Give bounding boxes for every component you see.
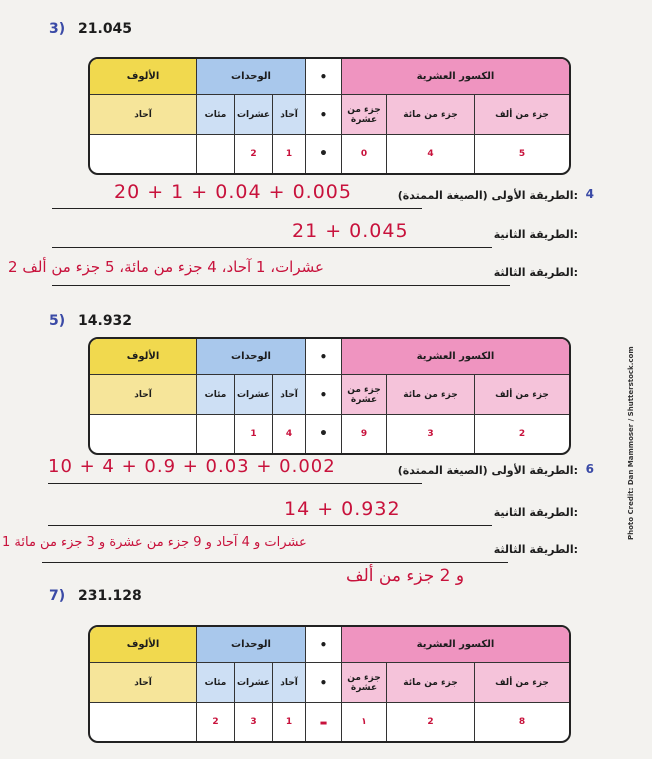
sub-thousands-ones: آحاد	[90, 95, 197, 135]
header-thousands: الألوف	[90, 627, 197, 663]
method-label: الطريقة الثانية:	[493, 506, 578, 519]
sub-tenths: جزء من عشرة	[342, 375, 387, 415]
sub-tens: عشرات	[235, 95, 273, 135]
sub-hundreds: مئات	[197, 375, 235, 415]
sub-tens: عشرات	[235, 663, 273, 703]
sub-thousandths: جزء من ألف	[475, 663, 569, 703]
digit-ones: 1	[273, 703, 306, 741]
problem-value: 14.932	[78, 313, 133, 329]
method-6-third-continuation: و 2 جزء من ألف	[346, 566, 465, 586]
answer-text: 10 + 4 + 0.9 + 0.03 + 0.002	[48, 456, 336, 477]
sub-ones: آحاد	[273, 95, 306, 135]
header-units: الوحدات	[197, 59, 306, 95]
digit-tenths: 9	[342, 415, 387, 453]
sub-hundredths: جزء من مائة	[387, 95, 475, 135]
digit-hundredths: 4	[387, 135, 475, 173]
digit-thousands-ones	[90, 703, 197, 741]
digit-hundreds: 2	[197, 703, 235, 741]
digit-tenths: 0	[342, 135, 387, 173]
problem-3-header	[49, 21, 132, 37]
answer-text: 2 عشرات، 1 آحاد، 4 جزء من مائة، 5 جزء من ألف	[8, 258, 324, 276]
method-6-second	[48, 498, 578, 530]
digit-hundredths: 3	[387, 415, 475, 453]
sub-tenths: جزء من عشرة	[342, 663, 387, 703]
header-units: الوحدات	[197, 339, 306, 375]
method-label: الطريقة الثانية:	[493, 228, 578, 241]
sub-hundredths: جزء من مائة	[387, 663, 475, 703]
sub-tens: عشرات	[235, 375, 273, 415]
header-decimals: الكسور العشرية	[342, 627, 569, 663]
method-label: الطريقة الأولى (الصيغة الممتدة):	[397, 189, 578, 202]
method-4-third	[8, 258, 578, 290]
photo-credit: Photo Credit: Dan Mammoser / Shutterstock.com	[627, 346, 635, 540]
digit-thousandths: 8	[518, 717, 526, 727]
sub-hundreds: مئات	[197, 95, 235, 135]
header-thousands: الألوف	[90, 339, 197, 375]
sub-dot: •	[306, 663, 342, 703]
sub-tenths: جزء من عشرة	[342, 95, 387, 135]
digit-tens: 1	[235, 415, 273, 453]
answer-line	[48, 483, 422, 484]
problem-5-header	[49, 313, 132, 329]
sub-thousandths: جزء من ألف	[475, 375, 569, 415]
digit-dot: -	[306, 703, 342, 741]
answer-line	[52, 285, 510, 286]
place-value-table-5	[88, 337, 571, 455]
header-dot: •	[306, 627, 342, 663]
header-decimals: الكسور العشرية	[342, 339, 569, 375]
digit-thousands-ones	[90, 135, 197, 173]
digit-tens: 3	[235, 703, 273, 741]
method-6-third	[2, 535, 578, 567]
digit-dot: •	[306, 135, 342, 173]
method-label: الطريقة الثالثة:	[493, 543, 578, 556]
answer-text: 20 + 1 + 0.04 + 0.005	[114, 181, 352, 203]
sub-ones: آحاد	[273, 375, 306, 415]
sub-thousands-ones: آحاد	[90, 663, 197, 703]
method-label: الطريقة الأولى (الصيغة الممتدة):	[397, 464, 578, 477]
sub-hundreds: مئات	[197, 663, 235, 703]
digit-tenths: ١	[342, 703, 387, 741]
answer-line	[52, 247, 492, 248]
answer-text: 14 + 0.932	[284, 498, 401, 520]
question-number: 4	[585, 187, 594, 201]
sub-thousandths: جزء من ألف	[475, 95, 569, 135]
digit-ones: 4	[273, 415, 306, 453]
digit-thousands-ones	[90, 415, 197, 453]
digit-dot: •	[306, 415, 342, 453]
digit-thousandths: 5	[518, 149, 526, 159]
problem-number: 7)	[49, 588, 66, 604]
problem-7-header	[49, 588, 142, 604]
header-thousands: الألوف	[90, 59, 197, 95]
answer-line	[42, 562, 508, 563]
header-decimals: الكسور العشرية	[342, 59, 569, 95]
method-6-first	[48, 456, 594, 488]
digit-hundreds	[197, 415, 235, 453]
sub-dot: •	[306, 375, 342, 415]
digit-hundredths: 2	[387, 703, 475, 741]
problem-value: 231.128	[78, 588, 142, 604]
answer-line	[48, 525, 492, 526]
problem-number: 3)	[49, 21, 66, 37]
place-value-table-3	[88, 57, 571, 175]
header-units: الوحدات	[197, 627, 306, 663]
sub-hundredths: جزء من مائة	[387, 375, 475, 415]
answer-text: 21 + 0.045	[292, 220, 409, 242]
answer-line	[52, 208, 422, 209]
question-number: 6	[585, 462, 594, 476]
digit-thousandths: 2	[518, 429, 526, 439]
sub-dot: •	[306, 95, 342, 135]
method-4-second	[52, 220, 578, 252]
sub-thousands-ones: آحاد	[90, 375, 197, 415]
problem-number: 5)	[49, 313, 66, 329]
method-4-first	[52, 181, 594, 213]
place-value-table-7	[88, 625, 571, 743]
digit-tens: 2	[235, 135, 273, 173]
method-label: الطريقة الثالثة:	[493, 266, 578, 279]
answer-text: 1 عشرات و 4 آحاد و 9 جزء من عشرة و 3 جزء من مائة	[2, 535, 307, 550]
digit-ones: 1	[273, 135, 306, 173]
problem-value: 21.045	[78, 21, 133, 37]
digit-hundreds	[197, 135, 235, 173]
sub-ones: آحاد	[273, 663, 306, 703]
header-dot: •	[306, 339, 342, 375]
header-dot: •	[306, 59, 342, 95]
